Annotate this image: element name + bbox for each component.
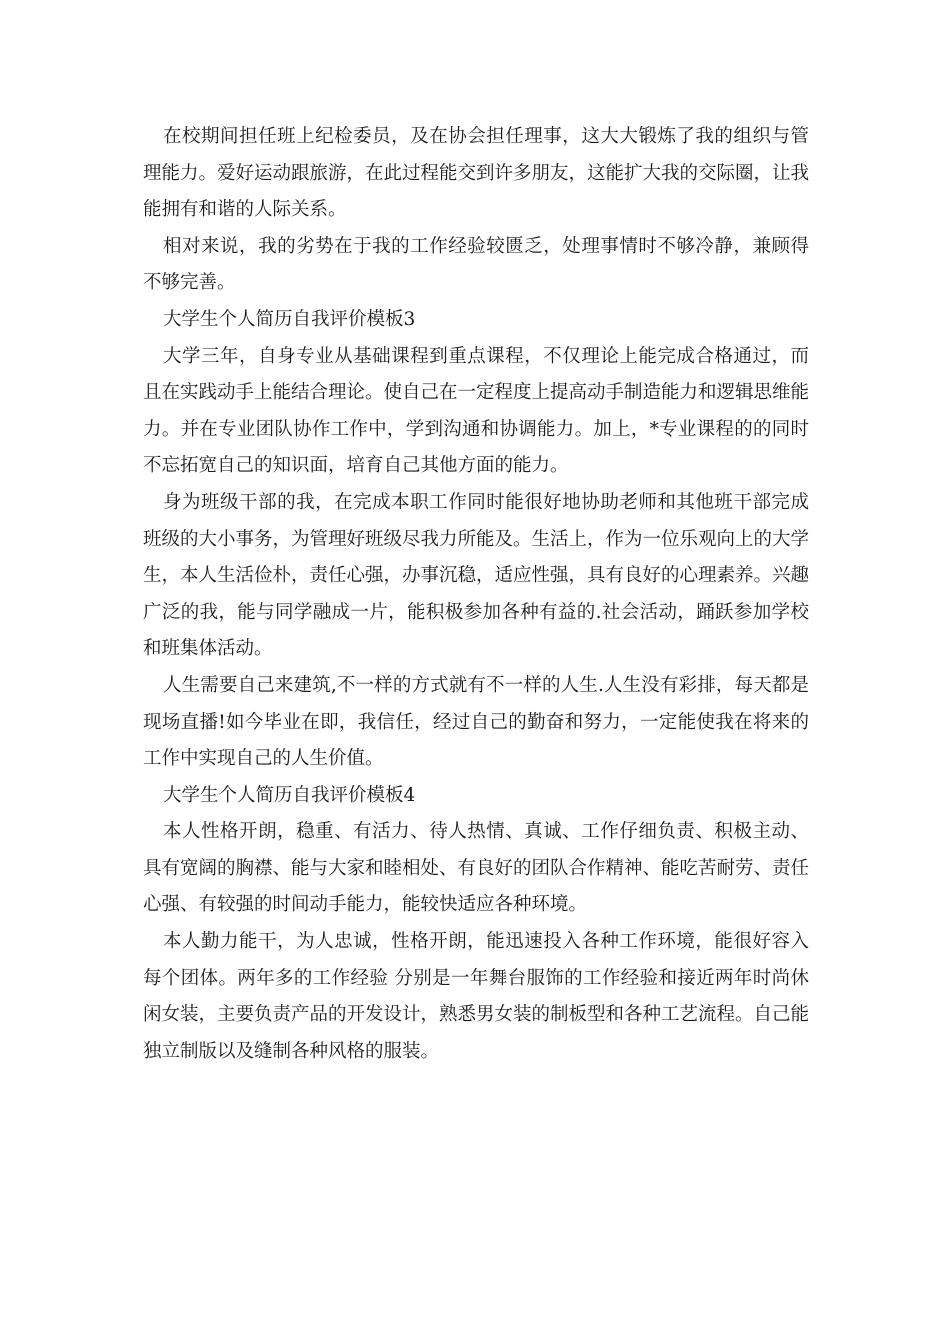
paragraph-university-study: 大学三年，自身专业从基础课程到重点课程，不仅理论上能完成合格通过，而且在实践动手上能结合理论。使自己在一定程度上提高动手制造能力和逻辑思维能力。并在专业团队协作工作中，学到沟通和协调能力。加上，*专业课程的的同时不忘拓宽自己的知识面，培育自己其他方面的能力。 <box>143 345 810 477</box>
paragraph-class-cadre: 身为班级干部的我，在完成本职工作同时能很好地协助老师和其他班干部完成班级的大小事务，为管理好班级尽我力所能及。生活上，作为一位乐观向上的大学生，本人生活俭朴，责任心强，办事沉稳，适应性强，具有良好的心理素养。兴趣广泛的我，能与同学融成一片，能积极参加各种有益的.社会活动，踊跃参加学校和班集体活动。 <box>143 491 810 660</box>
section-heading-template-4: 大学生个人简历自我评价模板4 <box>163 784 416 806</box>
paragraph-personality: 本人性格开朗，稳重、有活力、待人热情、真诚、工作仔细负责、积极主动、具有宽阔的胸襟、能与大家和睦相处、有良好的团队合作精神、能吃苦耐劳、责任心强、有较强的时间动手能力，能较快适应各种环境。 <box>143 821 810 916</box>
paragraph-weaknesses: 相对来说，我的劣势在于我的工作经验较匮乏，处理事情时不够冷静，兼顾得不够完善。 <box>143 235 809 294</box>
paragraph-work-experience: 本人勤力能干，为人忠诚，性格开朗，能迅速投入各种工作环境，能很好容入每个团体。两年多的工作经验 分别是一年舞台服饰的工作经验和接近两年时尚休闲女装，主要负责产品的开发设计，熟悉男女装的制板型和各种工艺流程。自己能独立制版以及缝制各种风格的服装。 <box>143 931 810 1062</box>
section-heading-template-3: 大学生个人简历自我评价模板3 <box>163 308 416 330</box>
paragraph-life-value: 人生需要自己来建筑,不一样的方式就有不一样的人生.人生没有彩排，每天都是现场直播!如今毕业在即，我信任，经过自己的勤奋和努力，一定能使我在将来的工作中实现自己的人生价值。 <box>143 674 809 770</box>
document-body <box>143 119 809 1070</box>
paragraph-organization-skills: 在校期间担任班上纪检委员，及在协会担任理事，这大大锻炼了我的组织与管理能力。爱好运动跟旅游，在此过程能交到许多朋友，这能扩大我的交际圈，让我能拥有和谐的人际关系。 <box>143 126 810 221</box>
